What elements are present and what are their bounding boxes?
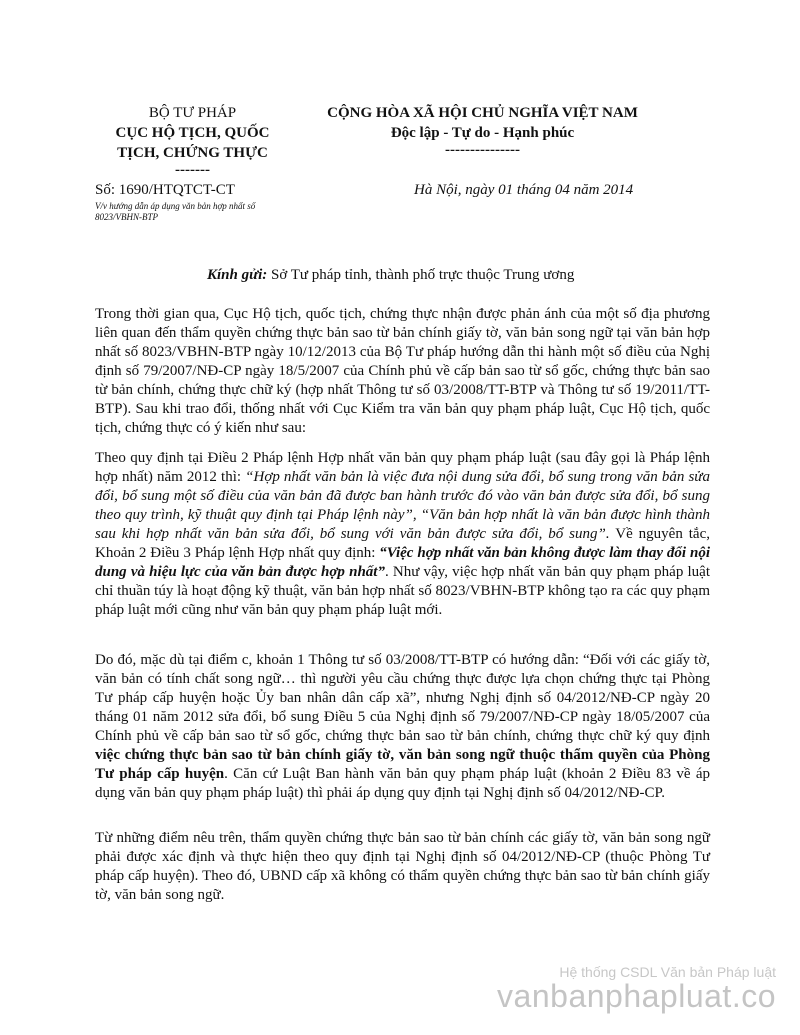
place-and-date: Hà Nội, ngày 01 tháng 04 năm 2014 xyxy=(414,182,634,198)
paragraph-4 xyxy=(95,829,710,905)
header-right-divider: --------------- xyxy=(445,142,520,158)
watermark-caption: Hệ thống CSDL Văn bản Pháp luật xyxy=(559,964,776,980)
nation-title: CỘNG HÒA XÃ HỘI CHỦ NGHĨA VIỆT NAM xyxy=(327,105,638,121)
paragraph-3-conclusion: . Căn cứ Luật Ban hành văn bản quy phạm pháp luật (khoản 2 Điều 83 về áp dụng văn bản quy phạm pháp luật) thì phải áp dụng quy định tại Nghị định số 04/2012/NĐ-CP. xyxy=(95,766,711,801)
paragraph-2-definition-quote: “Hợp nhất văn bản là việc đưa nội dung sửa đổi, bổ sung trong văn bản sửa đổi, bổ sung một số điều của văn bản đã được ban hành trước đó vào văn bản được sửa đổi, bổ sung theo quy trình, kỹ thuật quy định tại Pháp lệnh này”, “Văn bản hợp nhất là văn bản được hình thành sau khi hợp nhất văn bản sửa đổi, bổ sung với văn bản được sửa đổi, bổ sung”. xyxy=(95,469,710,542)
paragraph-2-principle: Về nguyên tắc, Khoản 2 Điều 3 Pháp lệnh Hợp nhất quy định: xyxy=(95,526,710,561)
watermark-site: vanbanphapluat.co xyxy=(497,978,776,1014)
document-subject-line2: 8023/VBHN-BTP xyxy=(95,212,158,222)
recipient-value: Sở Tư pháp tỉnh, thành phố trực thuộc Trung ương xyxy=(267,267,575,283)
national-header xyxy=(300,103,665,157)
header-left-divider: ------- xyxy=(175,162,210,178)
recipient-label: Kính gửi: xyxy=(207,267,268,283)
paragraph-2-principle-quote: “Việc hợp nhất văn bản không được làm thay đổi nội dung và hiệu lực của văn bản được hợp nhất” xyxy=(95,545,710,580)
paragraph-2-intro: Theo quy định tại Điều 2 Pháp lệnh Hợp nhất văn bản quy phạm pháp luật (sau đây gọi là Pháp lệnh hợp nhất) năm 2012 thì: xyxy=(95,450,710,485)
paragraph-3-emphasis: việc chứng thực bản sao từ bản chính giấy tờ, văn bản song ngữ thuộc thẩm quyền của Phòng Tư pháp cấp huyện xyxy=(95,747,710,782)
paragraph-3-intro: Do đó, mặc dù tại điểm c, khoản 1 Thông tư số 03/2008/TT-BTP có hướng dẫn: “Đối với các giấy tờ, văn bản có tính chất song ngữ… thì người yêu cầu chứng thực được lựa chọn chứng thực tại Phòng Tư pháp cấp huyện hoặc Ủy ban nhân dân cấp xã”, nhưng Nghị định số 04/2012/NĐ-CP ngày 20 tháng 01 năm 2012 sửa đổi, bổ sung Điều 5 của Nghị định số 79/2007/NĐ-CP ngày 18/05/2007 của Chính phủ về cấp bản sao từ sổ gốc, chứng thực bản sao từ bản chính, chứng thực chữ ký quy định xyxy=(95,652,710,744)
department-name-line1: CỤC HỘ TỊCH, QUỐC xyxy=(115,125,270,141)
document-subject xyxy=(95,201,255,223)
national-motto: Độc lập - Tự do - Hạnh phúc xyxy=(390,125,575,141)
paragraph-2 xyxy=(95,449,710,620)
recipient-line xyxy=(207,267,574,284)
paragraph-3 xyxy=(95,651,710,803)
document-number: Số: 1690/HTQTCT-CT xyxy=(95,182,235,198)
ministry-name: BỘ TƯ PHÁP xyxy=(148,105,237,121)
issuing-authority xyxy=(95,103,290,177)
department-name-line2: TỊCH, CHỨNG THỰC xyxy=(117,145,268,161)
document-subject-line1: V/v hướng dẫn áp dụng văn bản hợp nhất số xyxy=(95,201,256,211)
paragraph-4-text: Từ những điểm nêu trên, thẩm quyền chứng thực bản sao từ bản chính các giấy tờ, văn bản song ngữ phải được xác định và thực hiện theo quy định tại Nghị định số 04/2012/NĐ-CP (thuộc Phòng Tư pháp cấp huyện). Theo đó, UBND cấp xã không có thẩm quyền chứng thực bản sao từ bản chính giấy tờ, văn bản song ngữ. xyxy=(95,830,710,903)
paragraph-1-text: Trong thời gian qua, Cục Hộ tịch, quốc tịch, chứng thực nhận được phản ánh của một số địa phương liên quan đến thẩm quyền chứng thực bản sao từ bản chính giấy tờ, văn bản song ngữ tại văn bản hợp nhất số 8023/VBHN-BTP ngày 10/12/2013 của Bộ Tư pháp hướng dẫn thi hành một số điều của Nghị định số 79/2007/NĐ-CP ngày 18/5/2007 của Chính phủ về cấp bản sao từ sổ gốc, chứng thực bản sao từ bản chính, chứng thực chữ ký (hợp nhất Thông tư số 03/2008/TT-BTP và Thông tư số 19/2011/TT-BTP). Sau khi trao đổi, thống nhất với Cục Kiểm tra văn bản quy phạm pháp luật, Cục Hộ tịch, quốc tịch, chứng thực có ý kiến như sau: xyxy=(95,306,710,436)
paragraph-1 xyxy=(95,305,710,438)
paragraph-2-conclusion: . Như vậy, việc hợp nhất văn bản quy phạm pháp luật chỉ thuần túy là hoạt động kỹ thuật, văn bản hợp nhất số 8023/VBHN-BTP không tạo ra các quy phạm pháp luật mới cũng như văn bản quy phạm pháp luật mới. xyxy=(95,564,710,618)
